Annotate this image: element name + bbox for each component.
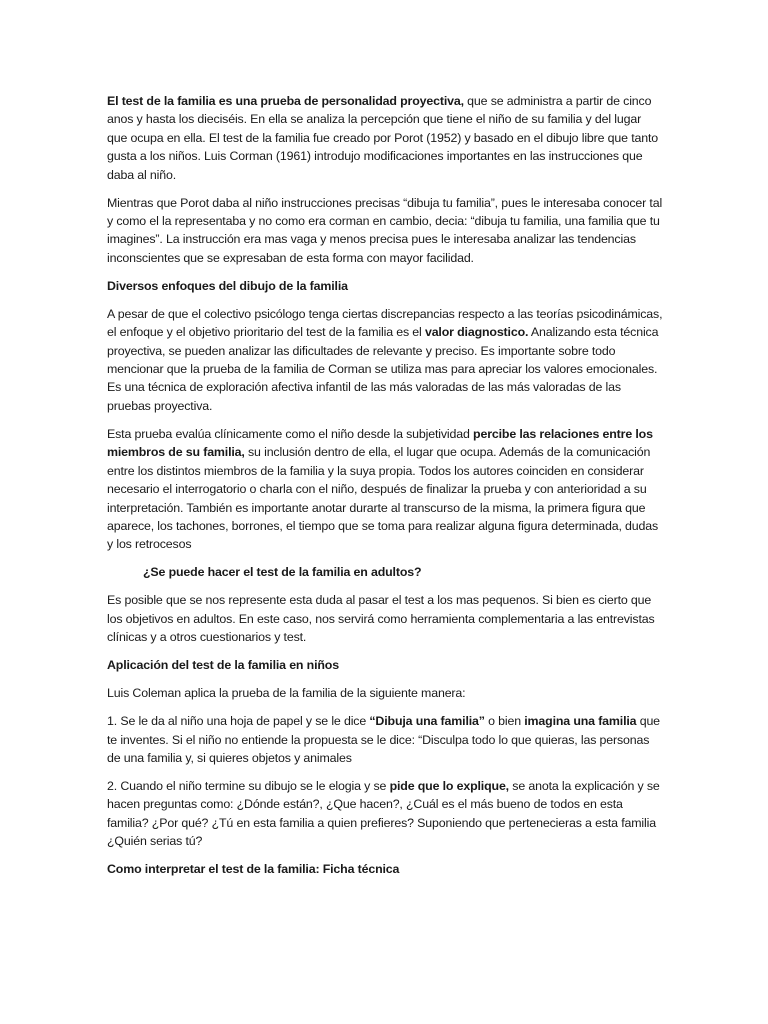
heading-adultos: ¿Se puede hacer el test de la familia en adultos? xyxy=(143,565,422,580)
evaluacion-text-start: Esta prueba evalúa clínicamente como el niño desde la subjetividad xyxy=(107,426,474,441)
valor-diagnostico-text-start: A pesar de que el colectivo psicólogo tenga ciertas discrepancias respecto a las teorías psicodinámicas, el enfoque y el objetivo prioritario del test de la familia es el xyxy=(107,306,663,340)
heading-enfoques: Diversos enfoques del dibujo de la familia xyxy=(107,278,348,293)
paragraph-porot-corman: Mientras que Porot daba al niño instrucciones precisas “dibuja tu familia”, pues le interesaba conocer tal y como el la representaba y no como era corman en cambio, decia: “dibuja tu familia, una familia que tu imagines”. La instrucción era mas vaga y menos precisa pues le interesaba analizar las tendencias inconscientes que se expresaban de esta forma con mayor facilidad. xyxy=(107,195,663,265)
step-2-bold: pide que lo explique, xyxy=(389,778,509,793)
intro-bold-text: El test de la familia es una prueba de personalidad proyectiva, xyxy=(107,94,464,108)
step-2-text-rest: se anota la explicación y se hacen preguntas como: ¿Dónde están?, ¿Que hacen?, ¿Cuál es el más bueno de todos en esta familia? ¿Por qué? ¿Tú en esta familia a quien prefieres? Suponiendo que pertenecieras a esta familia ¿Quién serias tú? xyxy=(107,778,660,849)
evaluacion-text-rest: su inclusión dentro de ella, el lugar que ocupa. Además de la comunicación entre los distintos miembros de la familia y la suya propia. Todos los autores coinciden en considerar necesario el interrogatorio o charla con el niño, después de finalizar la prueba y con anterioridad a su interpretación. También es importante anotar durarte al transcurso de la misma, la primera figura que aparece, los tachones, borrones, el tiempo que se toma para realizar alguna figura determinada, dudas y los retrocesos xyxy=(107,445,659,552)
heading-aplicacion: Aplicación del test de la familia en niños xyxy=(107,658,339,673)
paragraph-adultos: Es posible que se nos represente esta duda al pasar el test a los mas pequenos. Si bien es cierto que los objetivos en adultos. En este caso, nos servirá como herramienta complementaria a las entrevistas clínicas y a otros cuestionarios y test. xyxy=(107,593,655,645)
paragraph-step-1 xyxy=(107,712,663,767)
heading-ficha-tecnica: Como interpretar el test de la familia: Ficha técnica xyxy=(107,862,400,877)
step-1-bold-imagina: imagina una familia xyxy=(524,714,637,729)
step-1-text-rest: que te inventes. Si el niño no entiende la propuesta se le dice: “Disculpa todo lo que quieras, las personas de una familia y, si quieres objetos y animales xyxy=(107,714,660,765)
paragraph-intro xyxy=(107,92,663,184)
document-page xyxy=(107,92,663,888)
paragraph-step-2 xyxy=(107,777,663,851)
step-2-text-start: 2. Cuando el niño termine su dibujo se le elogia y se xyxy=(107,778,390,793)
step-1-text-mid: o bien xyxy=(484,714,525,729)
valor-diagnostico-bold: valor diagnostico. xyxy=(424,325,529,340)
paragraph-evaluacion xyxy=(107,425,663,554)
intro-text: que se administra a partir de cinco anos y hasta los dieciséis. En ella se analiza la percepción que tiene el niño de su familia y del lugar que ocupa en ella. El test de la familia fue creado por Porot (1952) y basado en el dibujo libre que tanto gusta a los niños. Luis Corman (1961) introdujo modificaciones importantes en las instrucciones que daba al niño. xyxy=(107,94,658,182)
step-1-bold-dibuja: “Dibuja una familia” xyxy=(369,714,485,729)
step-1-text-start: 1. Se le da al niño una hoja de papel y se le dice xyxy=(107,714,370,729)
paragraph-coleman: Luis Coleman aplica la prueba de la familia de la siguiente manera: xyxy=(107,686,466,701)
paragraph-valor-diagnostico xyxy=(107,305,663,415)
valor-diagnostico-text-rest: Analizando esta técnica proyectiva, se pueden analizar las dificultades de relevante y preciso. Es importante sobre todo mencionar que la prueba de la familia de Corman se utiliza mas para apreciar los valores emocionales. Es una técnica de exploración afectiva infantil de las más valoradas de las más valoradas de las pruebas proyectiva. xyxy=(107,325,659,413)
evaluacion-bold: percibe las relaciones entre los miembros de su familia, xyxy=(107,426,653,460)
